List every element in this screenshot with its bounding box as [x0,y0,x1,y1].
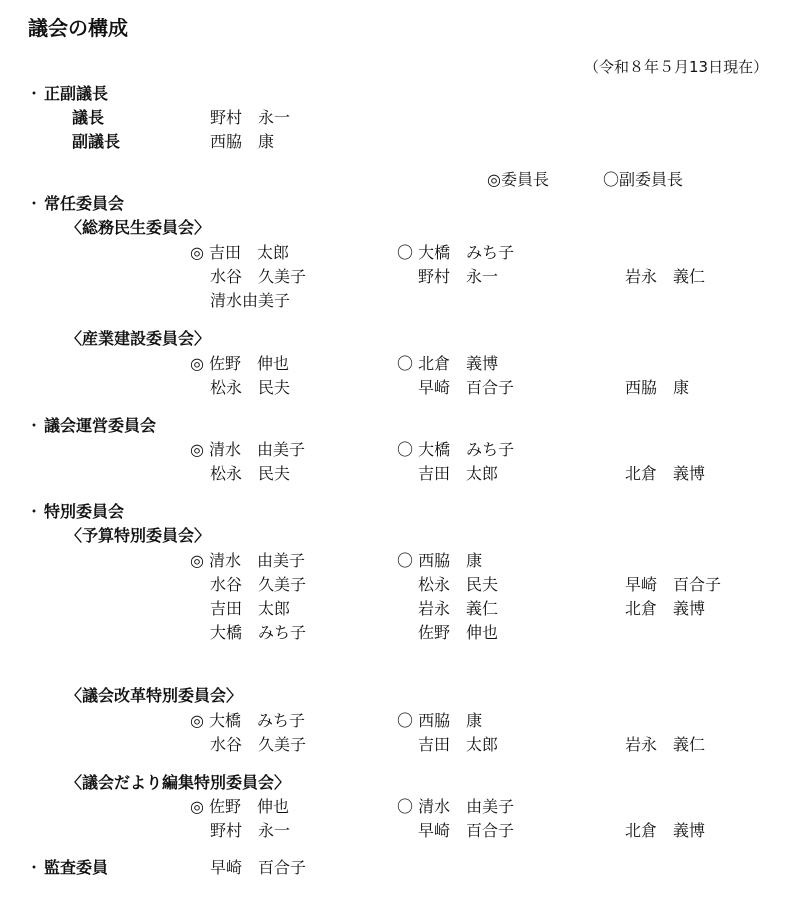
member-chair: ◎ 大橋 みち子 [190,711,306,730]
member: 野村 永一 [210,821,291,840]
committee-name: 〈産業建設委員会〉 [66,329,211,348]
auditor-heading: 監査委員 [44,858,109,877]
legend-vice-chair: 〇副委員長 [603,170,684,189]
committee-name: 〈議会改革特別委員会〉 [66,686,243,705]
as-of-date: （令和８年５月13日現在） [584,58,769,76]
presidency-heading: 正副議長 [44,84,109,103]
bullet: ・ [26,858,43,877]
member: 吉田 太郎 [418,464,499,483]
page-title: 議会の構成 [28,16,128,40]
member: 岩永 義仁 [625,735,706,754]
member: 松永 民夫 [210,464,291,483]
auditor-name: 早崎 百合子 [210,858,307,877]
bullet: ・ [26,84,43,103]
standing-committee-heading: 常任委員会 [44,194,125,213]
member-vice-chair: 〇 大橋 みち子 [397,440,515,459]
member: 水谷 久美子 [210,575,307,594]
legend-chair: ◎委員長 [487,170,549,189]
member: 早崎 百合子 [418,378,515,397]
member: 松永 民夫 [418,575,499,594]
steering-committee-heading: 議会運営委員会 [44,416,157,435]
member: 野村 永一 [418,267,499,286]
member-chair: ◎ 吉田 太郎 [190,243,290,262]
member: 岩永 義仁 [418,599,499,618]
member-vice-chair: 〇 西脇 康 [397,711,483,730]
chair-name: 野村 永一 [210,108,291,127]
member-vice-chair: 〇 清水 由美子 [397,797,515,816]
member: 岩永 義仁 [625,267,706,286]
member-vice-chair: 〇 大橋 みち子 [397,243,515,262]
member: 大橋 みち子 [210,623,307,642]
member: 松永 民夫 [210,378,291,397]
bullet: ・ [26,502,43,521]
member-chair: ◎ 佐野 伸也 [190,354,290,373]
member: 吉田 太郎 [418,735,499,754]
member: 水谷 久美子 [210,735,307,754]
member: 西脇 康 [625,378,690,397]
member: 吉田 太郎 [210,599,291,618]
member: 清水由美子 [210,291,291,310]
special-committee-heading: 特別委員会 [44,502,125,521]
member-chair: ◎ 佐野 伸也 [190,797,290,816]
bullet: ・ [26,194,43,213]
committee-name: 〈予算特別委員会〉 [66,526,211,545]
member: 北倉 義博 [625,599,706,618]
committee-name: 〈議会だより編集特別委員会〉 [66,773,291,792]
member: 早崎 百合子 [625,575,722,594]
chair-role: 議長 [72,108,105,127]
member: 水谷 久美子 [210,267,307,286]
vice-chair-name: 西脇 康 [210,132,275,151]
committee-name: 〈総務民生委員会〉 [66,218,211,237]
member: 北倉 義博 [625,464,706,483]
vice-chair-role: 副議長 [72,132,121,151]
member-vice-chair: 〇 北倉 義博 [397,354,499,373]
member: 早崎 百合子 [418,821,515,840]
member-chair: ◎ 清水 由美子 [190,440,306,459]
bullet: ・ [26,416,43,435]
member: 佐野 伸也 [418,623,499,642]
member-chair: ◎ 清水 由美子 [190,551,306,570]
member: 北倉 義博 [625,821,706,840]
member-vice-chair: 〇 西脇 康 [397,551,483,570]
